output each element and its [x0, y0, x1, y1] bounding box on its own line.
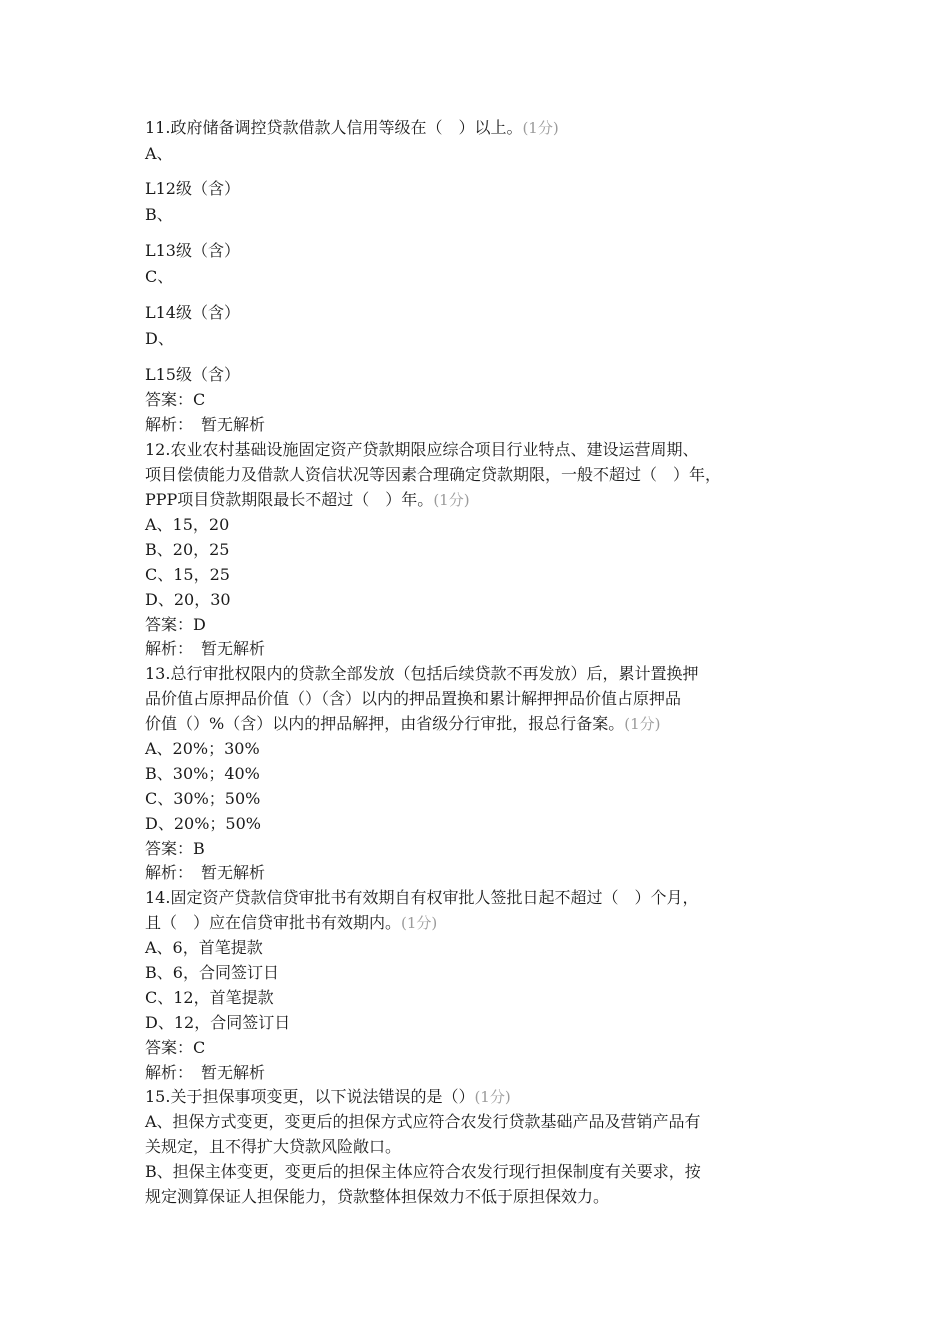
q14-option-a: A、6，首笔提款: [145, 938, 263, 957]
q15-option-a-line-1: A、担保方式变更，变更后的担保方式应符合农发行贷款基础产品及营销产品有: [145, 1112, 701, 1131]
q12-option-b: B、20，25: [145, 540, 230, 559]
q14-points: (1分): [401, 914, 438, 932]
q11-option-c-text: L14级（含）: [145, 303, 240, 322]
q11-points: (1分): [522, 119, 559, 137]
q12-option-d: D、20，30: [145, 590, 231, 609]
q13-option-d: D、20%；50%: [145, 814, 261, 833]
q13-option-c: C、30%；50%: [145, 789, 261, 808]
q14-analysis: 解析： 暂无解析: [145, 1063, 266, 1082]
q12-answer: 答案：D: [145, 615, 206, 634]
q11-option-d-text: L15级（含）: [145, 365, 240, 384]
q14-option-b: B、6，合同签订日: [145, 963, 279, 982]
q12-option-a: A、15，20: [145, 515, 230, 534]
q11-analysis: 解析： 暂无解析: [145, 415, 266, 434]
q15-stem-line: [145, 1086, 511, 1108]
q15-stem: 15.关于担保事项变更，以下说法错误的是（）: [145, 1087, 475, 1106]
q11-option-b-text: L13级（含）: [145, 241, 240, 260]
q12-stem-line-3: [145, 489, 470, 511]
q13-option-b: B、30%；40%: [145, 764, 260, 783]
q13-stem-line-2: 品价值占原押品价值（）（含）以内的押品置换和累计解押押品价值占原押品: [145, 689, 682, 708]
q13-answer: 答案：B: [145, 839, 205, 858]
q14-answer: 答案：C: [145, 1038, 206, 1057]
q12-stem-3: PPP项目贷款期限最长不超过（ ）年。: [145, 490, 434, 509]
q11-stem-line: [145, 117, 559, 139]
q11-option-d-label: D、: [145, 329, 174, 348]
q13-analysis: 解析： 暂无解析: [145, 863, 266, 882]
q11-option-c-label: C、: [145, 267, 174, 286]
q14-option-c: C、12，首笔提款: [145, 988, 274, 1007]
q14-option-d: D、12，合同签订日: [145, 1013, 291, 1032]
q13-points: (1分): [624, 715, 661, 733]
q12-stem-line-1: 12.农业农村基础设施固定资产贷款期限应综合项目行业特点、建设运营周期、: [145, 440, 699, 459]
q14-stem-line-1: 14.固定资产贷款信贷审批书有效期自有权审批人签批日起不超过（ ）个月，: [145, 888, 699, 907]
q15-option-b-line-1: B、担保主体变更，变更后的担保主体应符合农发行现行担保制度有关要求，按: [145, 1162, 701, 1181]
q15-option-b-line-2: 规定测算保证人担保能力，贷款整体担保效力不低于原担保效力。: [145, 1187, 610, 1206]
q12-option-c: C、15，25: [145, 565, 230, 584]
q13-stem-3: 价值（）%（含）以内的押品解押，由省级分行审批，报总行备案。: [145, 714, 625, 733]
q15-option-a-line-2: 关规定，且不得扩大贷款风险敞口。: [145, 1137, 402, 1156]
q12-stem-line-2: 项目偿债能力及借款人资信状况等因素合理确定贷款期限，一般不超过（ ）年，: [145, 465, 722, 484]
q15-points: (1分): [474, 1088, 511, 1106]
q13-stem-line-3: [145, 713, 660, 735]
q11-option-a-label: A、: [145, 144, 173, 163]
q14-stem-line-2: [145, 912, 437, 934]
q13-stem-line-1: 13.总行审批权限内的贷款全部发放（包括后续贷款不再发放）后，累计置换押: [145, 664, 699, 683]
q11-option-a-text: L12级（含）: [145, 179, 240, 198]
q12-points: (1分): [433, 491, 470, 509]
q11-stem: 11.政府储备调控贷款借款人信用等级在（ ）以上。: [145, 118, 523, 137]
q14-stem-2: 且（ ）应在信贷审批书有效期内。: [145, 913, 402, 932]
q11-answer: 答案：C: [145, 390, 206, 409]
q13-option-a: A、20%；30%: [145, 739, 260, 758]
q11-option-b-label: B、: [145, 205, 173, 224]
q12-analysis: 解析： 暂无解析: [145, 639, 266, 658]
